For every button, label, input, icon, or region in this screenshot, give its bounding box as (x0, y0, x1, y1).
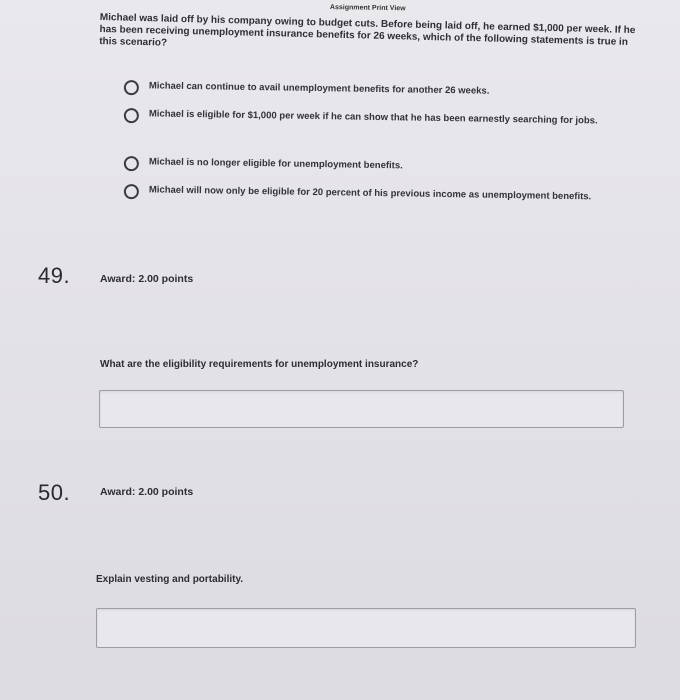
radio-button-icon[interactable] (124, 156, 139, 171)
radio-button-icon[interactable] (124, 108, 139, 123)
question-50-answer-field[interactable] (96, 608, 636, 648)
option-d[interactable] (124, 184, 634, 207)
question-50-number: 50. (38, 480, 71, 505)
question-48-text: Michael was laid off by his company owing to budget cuts. Before being laid off, he earned $1,000 per week. If he has been receiving unemployment insurance benefits for 26 weeks, which of the following statements is true in this scenario? (99, 12, 636, 49)
option-label: Michael will now only be eligible for 20 percent of his previous income as unemployment benefits. (148, 184, 592, 203)
question-49-prompt: What are the eligibility requirements for unemployment insurance? (100, 359, 419, 370)
option-label: Michael can continue to avail unemployment benefits for another 26 weeks. (148, 80, 490, 97)
radio-button-icon[interactable] (124, 80, 139, 95)
option-a[interactable] (124, 80, 634, 103)
option-c[interactable] (124, 156, 634, 179)
option-b[interactable] (124, 108, 634, 131)
question-49-award: Award: 2.00 points (100, 273, 194, 285)
question-49-number: 49. (38, 263, 71, 288)
question-50-prompt: Explain vesting and portability. (96, 574, 244, 585)
question-49-answer-field[interactable] (99, 390, 624, 428)
option-label: Michael is no longer eligible for unemployment benefits. (148, 156, 403, 172)
radio-button-icon[interactable] (124, 184, 139, 199)
question-50-award: Award: 2.00 points (100, 486, 194, 498)
option-label: Michael is eligible for $1,000 per week if he can show that he has been earnestly searching for jobs. (148, 108, 598, 127)
page-header-title: Assignment Print View (329, 4, 406, 13)
